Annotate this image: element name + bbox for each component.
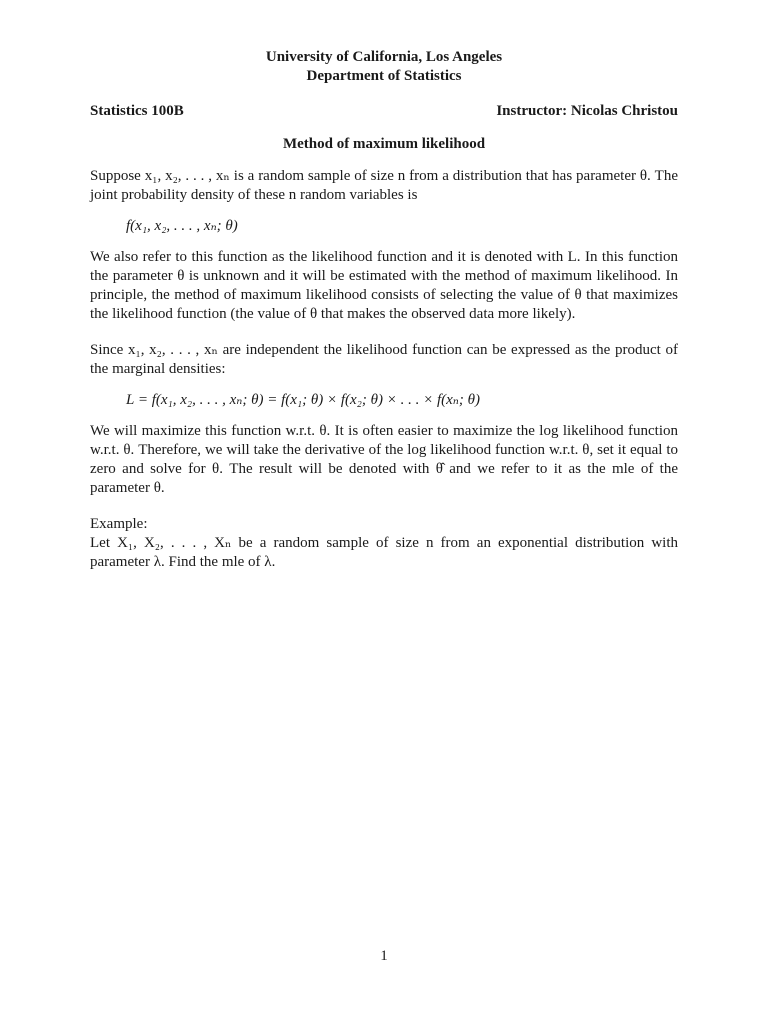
example-text: Let X₁, X₂, . . . , Xₙ be a random sample of size n from an exponential distribution with parameter λ. Find the mle of λ. [90,535,678,570]
paragraph-intro: Suppose x₁, x₂, . . . , xₙ is a random sample of size n from a distribution that has parameter θ. The joint probability density of these n random variables is [90,168,678,203]
university-name: University of California, Los Angeles [265,49,503,65]
paragraph-independence: Since x₁, x₂, . . . , xₙ are independent the likelihood function can be expressed as the product of the marginal densities: [90,342,678,377]
course-name: Statistics 100B [90,103,184,119]
course-info-row [90,102,678,121]
document-page [90,48,678,572]
department-name: Department of Statistics [306,68,462,84]
instructor-name: Instructor: Nicolas Christou [496,103,678,119]
paragraph-likelihood: We also refer to this function as the likelihood function and it is denoted with L. In this function the parameter θ is unknown and it will be estimated with the method of maximum likelihood. In principle, the method of maximum likelihood consists of selecting the value of θ that maximizes the likelihood function (the value of θ that makes the observed data more likely). [90,249,678,322]
page-number: 1 [380,948,388,964]
example-label: Example: [90,516,148,532]
joint-density-equation: f(x₁, x₂, . . . , xₙ; θ) [126,218,238,234]
document-title: Method of maximum likelihood [282,136,486,152]
likelihood-product-equation: L = f(x₁, x₂, . . . , xₙ; θ) = f(x₁; θ) × f(x₂; θ) × . . . × f(xₙ; θ) [126,392,480,408]
paragraph-maximize: We will maximize this function w.r.t. θ. It is often easier to maximize the log likelihood function w.r.t. θ. Therefore, we will take the derivative of the log likelihood function w.r.t. θ, set it equal to zero and solve for θ. The result will be denoted with θ̂ and we refer to it as the mle of the parameter θ. [90,423,678,496]
